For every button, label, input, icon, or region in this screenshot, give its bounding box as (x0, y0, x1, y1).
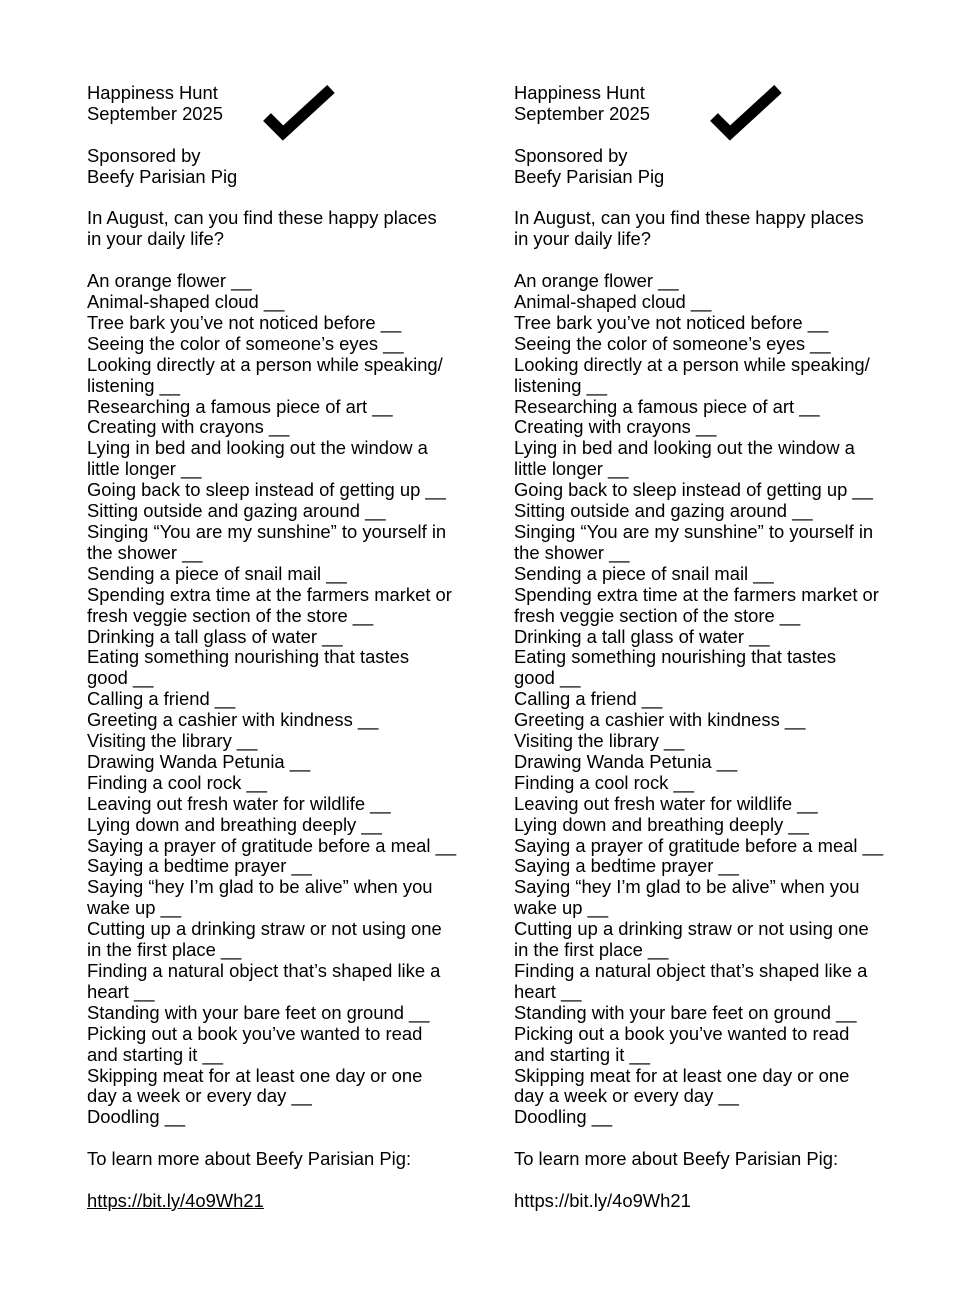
hunt-item (87, 417, 487, 438)
hunt-item-text: Picking out a book you’ve wanted to read (514, 1022, 850, 1044)
hunt-item-text: Standing with your bare feet on ground __ (87, 1001, 430, 1023)
intro-line-2: in your daily life? (87, 228, 224, 250)
hunt-item-text: Finding a natural object that’s shaped like a (87, 960, 441, 982)
hunt-item (514, 313, 914, 334)
hunt-item-text: Eating something nourishing that tastes (514, 646, 837, 668)
hunt-item (87, 794, 487, 815)
hunt-item (87, 856, 487, 877)
flyer-column-right (514, 83, 914, 1212)
hunt-item (87, 919, 487, 961)
checkmark-icon (708, 85, 788, 151)
hunt-item (514, 627, 914, 648)
hunt-item-text: An orange flower __ (514, 270, 679, 292)
intro-line-2: in your daily life? (514, 228, 651, 250)
learn-more-text: To learn more about Beefy Parisian Pig: (87, 1148, 412, 1170)
hunt-item-text: Finding a cool rock __ (514, 771, 694, 793)
hunt-item-text: day a week or every day __ (514, 1085, 739, 1107)
hunt-item (87, 585, 487, 627)
hunt-item (87, 836, 487, 857)
hunt-item (514, 585, 914, 627)
hunt-item (514, 501, 914, 522)
hunt-item-text: Greeting a cashier with kindness __ (87, 709, 379, 731)
hunt-item (514, 773, 914, 794)
hunt-item (514, 1024, 914, 1066)
hunt-item-text: Eating something nourishing that tastes (87, 646, 410, 668)
sponsor-link[interactable]: https://bit.ly/4o9Wh21 (87, 1189, 264, 1211)
hunt-item-text: Saying “hey I’m glad to be alive” when you (514, 876, 860, 898)
hunt-item-text: Seeing the color of someone’s eyes __ (87, 332, 404, 354)
hunt-item-text: Finding a cool rock __ (87, 771, 267, 793)
flyer-title: Happiness Hunt (514, 82, 645, 103)
hunt-item (514, 689, 914, 710)
hunt-item (87, 1066, 487, 1108)
hunt-item (87, 647, 487, 689)
hunt-item (514, 647, 914, 689)
hunt-item (514, 710, 914, 731)
hunt-item (87, 355, 487, 397)
hunt-item-text: Creating with crayons __ (87, 416, 290, 438)
hunt-item-text: Singing “You are my sunshine” to yourself in (514, 520, 874, 542)
hunt-item (514, 355, 914, 397)
hunt-item-text: Sitting outside and gazing around __ (514, 500, 813, 522)
flyer-column-left (87, 83, 487, 1212)
hunt-item-text: Calling a friend __ (87, 688, 236, 710)
hunt-item-text: Greeting a cashier with kindness __ (514, 709, 806, 731)
hunt-item-text: wake up __ (514, 897, 609, 919)
hunt-item-text: Lying down and breathing deeply __ (87, 813, 382, 835)
hunt-item (514, 480, 914, 501)
hunt-item (87, 773, 487, 794)
hunt-item-text: little longer __ (514, 458, 629, 480)
hunt-item (87, 689, 487, 710)
sponsor-name: Beefy Parisian Pig (87, 165, 238, 187)
hunt-item-text: Picking out a book you’ve wanted to read (87, 1022, 423, 1044)
hunt-item (87, 877, 487, 919)
hunt-item-text: Drawing Wanda Petunia __ (514, 750, 738, 772)
hunt-item (514, 271, 914, 292)
hunt-item-text: the shower __ (87, 541, 203, 563)
hunt-item-text: Drinking a tall glass of water __ (514, 625, 770, 647)
hunt-item-text: Saying a bedtime prayer __ (514, 855, 739, 877)
flyer-date: September 2025 (514, 102, 650, 124)
hunt-item-text: Tree bark you’ve not noticed before __ (514, 311, 829, 333)
hunt-item-text: Seeing the color of someone’s eyes __ (514, 332, 831, 354)
hunt-item (514, 815, 914, 836)
hunt-item-text: Cutting up a drinking straw or not using one (514, 918, 869, 940)
hunt-item-text: day a week or every day __ (87, 1085, 312, 1107)
hunt-item-text: heart __ (87, 980, 155, 1002)
hunt-item (514, 438, 914, 480)
hunt-item-text: good __ (514, 667, 581, 689)
hunt-item (87, 313, 487, 334)
sponsor-prefix: Sponsored by (87, 144, 201, 166)
hunt-item-text: Cutting up a drinking straw or not using one (87, 918, 442, 940)
hunt-item-text: and starting it __ (87, 1043, 223, 1065)
hunt-item-text: listening __ (514, 374, 608, 396)
hunt-item-text: Saying a prayer of gratitude before a meal __ (514, 834, 884, 856)
hunt-item-text: Doodling __ (514, 1106, 613, 1128)
hunt-item (514, 856, 914, 877)
hunt-item-text: Spending extra time at the farmers market or (87, 583, 452, 605)
hunt-item-text: the shower __ (514, 541, 630, 563)
hunt-item-text: An orange flower __ (87, 270, 252, 292)
hunt-item (514, 877, 914, 919)
hunt-item-text: Lying in bed and looking out the window a (87, 437, 428, 459)
hunt-item (514, 961, 914, 1003)
hunt-item-text: heart __ (514, 980, 582, 1002)
hunt-item (87, 522, 487, 564)
hunt-item-text: Animal-shaped cloud __ (514, 291, 712, 313)
sponsor-prefix: Sponsored by (514, 144, 628, 166)
hunt-item-text: Researching a famous piece of art __ (87, 395, 393, 417)
hunt-item-text: listening __ (87, 374, 181, 396)
hunt-item (87, 438, 487, 480)
hunt-item (87, 480, 487, 501)
hunt-item-text: Creating with crayons __ (514, 416, 717, 438)
hunt-item (87, 292, 487, 313)
hunt-item-text: fresh veggie section of the store __ (87, 604, 374, 626)
hunt-item-text: Sitting outside and gazing around __ (87, 500, 386, 522)
hunt-item-text: in the first place __ (514, 939, 669, 961)
hunt-list (87, 271, 487, 1128)
hunt-item-text: Skipping meat for at least one day or one (87, 1064, 423, 1086)
hunt-item (87, 731, 487, 752)
hunt-item-text: Lying in bed and looking out the window a (514, 437, 855, 459)
hunt-item-text: Drinking a tall glass of water __ (87, 625, 343, 647)
hunt-item-text: Going back to sleep instead of getting up __ (514, 479, 873, 501)
hunt-item-text: fresh veggie section of the store __ (514, 604, 801, 626)
hunt-item-text: Visiting the library __ (514, 730, 685, 752)
hunt-item-text: Sending a piece of snail mail __ (514, 562, 774, 584)
hunt-item-text: Spending extra time at the farmers market or (514, 583, 879, 605)
hunt-item-text: Animal-shaped cloud __ (87, 291, 285, 313)
hunt-item (87, 961, 487, 1003)
flyer-date: September 2025 (87, 102, 223, 124)
hunt-item-text: Skipping meat for at least one day or one (514, 1064, 850, 1086)
sponsor-link[interactable]: https://bit.ly/4o9Wh21 (514, 1189, 691, 1211)
sponsor-name: Beefy Parisian Pig (514, 165, 665, 187)
hunt-item (87, 627, 487, 648)
hunt-item (514, 1003, 914, 1024)
hunt-item-text: Looking directly at a person while speaking/ (87, 353, 443, 375)
hunt-item (514, 522, 914, 564)
hunt-item (87, 1024, 487, 1066)
hunt-item-text: Calling a friend __ (514, 688, 663, 710)
hunt-item (514, 794, 914, 815)
hunt-item-text: in the first place __ (87, 939, 242, 961)
hunt-item (87, 710, 487, 731)
hunt-item-text: Saying a prayer of gratitude before a meal __ (87, 834, 457, 856)
hunt-item (87, 271, 487, 292)
hunt-item-text: Singing “You are my sunshine” to yourself in (87, 520, 447, 542)
hunt-item (514, 417, 914, 438)
hunt-item (87, 1003, 487, 1024)
hunt-item-text: Doodling __ (87, 1106, 186, 1128)
hunt-item-text: wake up __ (87, 897, 182, 919)
hunt-item-text: Looking directly at a person while speaking/ (514, 353, 870, 375)
hunt-item (87, 501, 487, 522)
flyer-title: Happiness Hunt (87, 82, 218, 103)
learn-more-text: To learn more about Beefy Parisian Pig: (514, 1148, 839, 1170)
hunt-item-text: and starting it __ (514, 1043, 650, 1065)
hunt-item-text: Saying a bedtime prayer __ (87, 855, 312, 877)
hunt-item-text: Drawing Wanda Petunia __ (87, 750, 311, 772)
hunt-item-text: Standing with your bare feet on ground __ (514, 1001, 857, 1023)
hunt-item (514, 731, 914, 752)
hunt-item (514, 1066, 914, 1108)
hunt-item-text: Sending a piece of snail mail __ (87, 562, 347, 584)
intro-line-1: In August, can you find these happy places (514, 207, 864, 229)
hunt-item-text: good __ (87, 667, 154, 689)
hunt-item (87, 397, 487, 418)
hunt-item (87, 334, 487, 355)
hunt-item (87, 752, 487, 773)
hunt-item (87, 815, 487, 836)
hunt-item (87, 564, 487, 585)
hunt-item (514, 397, 914, 418)
hunt-item (514, 1107, 914, 1128)
intro-line-1: In August, can you find these happy places (87, 207, 437, 229)
hunt-item (514, 836, 914, 857)
hunt-item (514, 752, 914, 773)
hunt-list (514, 271, 914, 1128)
hunt-item-text: little longer __ (87, 458, 202, 480)
checkmark-icon (261, 85, 341, 151)
hunt-item-text: Tree bark you’ve not noticed before __ (87, 311, 402, 333)
hunt-item-text: Saying “hey I’m glad to be alive” when you (87, 876, 433, 898)
hunt-item-text: Lying down and breathing deeply __ (514, 813, 809, 835)
hunt-item (87, 1107, 487, 1128)
hunt-item (514, 564, 914, 585)
hunt-item-text: Visiting the library __ (87, 730, 258, 752)
hunt-item-text: Leaving out fresh water for wildlife __ (514, 792, 818, 814)
hunt-item-text: Going back to sleep instead of getting up __ (87, 479, 446, 501)
hunt-item (514, 292, 914, 313)
hunt-item-text: Leaving out fresh water for wildlife __ (87, 792, 391, 814)
hunt-item-text: Finding a natural object that’s shaped like a (514, 960, 868, 982)
hunt-item-text: Researching a famous piece of art __ (514, 395, 820, 417)
hunt-item (514, 919, 914, 961)
hunt-item (514, 334, 914, 355)
